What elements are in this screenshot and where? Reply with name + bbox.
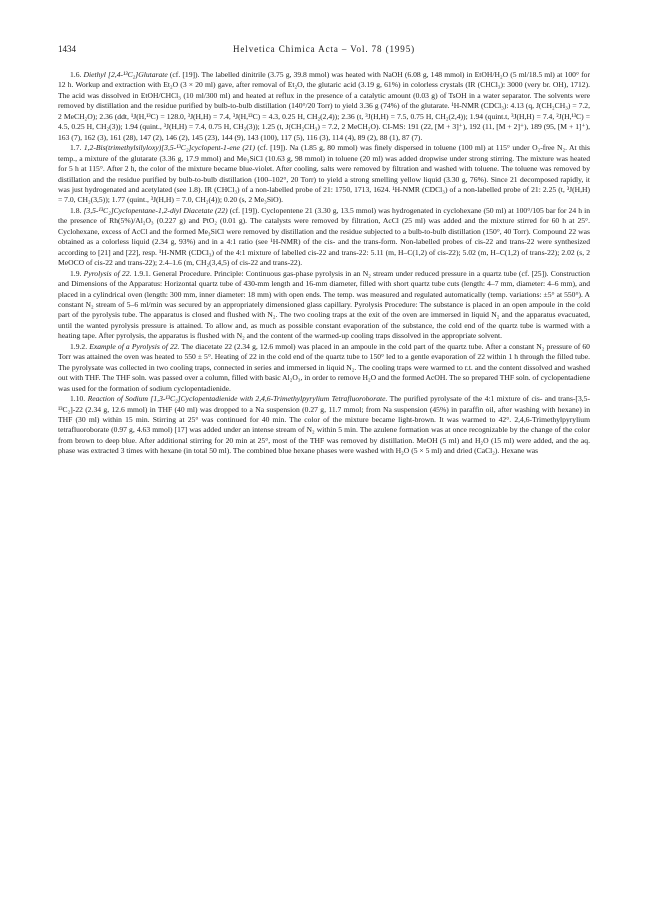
section-text: The purified pyrolysate of the 4:1 mixture of cis- and trans-[3,5-¹³C₂]-22 (2.34 g, 12.6 mmol) in THF (40 ml) was dropped to a Na suspension (0.27 g, 11.7 mmol; from Na suspension (45%) in paraffin oil, after washing with hexane) in THF (30 ml) within 15 min. Stirring at 25° was continued for 40 min. The color of the mixture became light-brown. It was warmed to 42°. 2,4,6-Trimethylpyrylium tetrafluoroborate (0.97 g, 4.63 mmol) [17] was added under an intense stream of N₂ within 5 min. The azulene formation was at once recognizable by the change of the color from brown to deep blue. After additional stirring for 20 min at 25°, most of the THF was removed by distillation. MeOH (5 ml) and H₂O (15 ml) were added, and the aq. phase was extracted 3 times with hexane (in total 50 ml). The combined blue hexane phases were washed with H₂O (5 × 5 ml) and dried (CaCl₂). Hexane was <box>58 394 590 456</box>
section-title: Diethyl [2,4-¹³C₂]Glutarate <box>83 70 168 79</box>
section-title: 1,2-Bis(trimethylsilyloxy)[3,5-¹³C₂]cyclopent-1-ene (21) <box>83 143 255 153</box>
paragraph-1-6 <box>58 70 590 143</box>
section-title: [3,5-¹³C₂]Cyclopentane-1,2-diyl Diacetate (22) <box>83 205 228 215</box>
running-header <box>58 44 590 58</box>
paragraph-1-9-2 <box>58 342 590 394</box>
paragraph-1-10 <box>58 394 590 457</box>
section-text: (cf. [19]). Na (1.85 g, 80 mmol) was finely dispersed in toluene (100 ml) at 115° under O₂-free N₂. At this temp., a mixture of the glutarate (3.36 g, 17.9 mmol) and Me₃SiCl (10.63 g, 98 mmol) in toluene (20 ml) was added dropwise under strong stirring. The mixture was heated for 5 h at 115°. After 2 h, the color of the mixture became blue-violet. After cooling, salts were removed by filtration and washed with toluene. The toluene was removed by distillation and the residue purified by bulb-to-bulb distillation (100–102°, 20 Torr) to yield a strong smelling yellow liquid (3.30 g, 76%). Since 21 decomposed rapidly, it was just hydrogenated and acetylated (see 1.8). IR (CHCl₃) of a non-labelled probe of 21: 1750, 1713, 1624. ¹H-NMR (CDCl₃) of a non-labelled probe of 21: 2.25 (t, ³J(H,H) = 7.0, CH₂(3,5)); 1.77 (quint., ³J(H,H) = 7.0, CH₂(4)); 0.20 (s, 2 Me₃SiO). <box>58 143 590 205</box>
section-text: (cf. [19]). The labelled dinitrile (3.75 g, 39.8 mmol) was heated with NaOH (6.08 g, 148 mmol) in EtOH/H₂O (5 ml/18.5 ml) at 100° for 12 h. Workup and extraction with Et₂O (3 × 20 ml) gave, after removal of Et₂O, the glutaric acid (3.19 g, 61%) in colorless crystals (IR (CHCl₃): 3000 (very br. OH), 1712). The acid was dissolved in EtOH/CHCl₃ (10 ml/300 ml) and heated at reflux in the presence of a catalytic amount (0.03 g) of TsOH in a water separator. The solvents were removed by distillation and the residue purified by bulb-to-bulb distillation (140°/20 Torr) to yield 3.36 g (74%) of the glutarate. ¹H-NMR (CDCl₃): 4.13 (q, J(CH₂CH₃) = 7.2, 2 MeCH₂O); 2.36 (ddt, ¹J(H,¹³C) = 128.0, ³J(H,H) = 7.4, ³J(H,¹³C) = 4.3, 0.25 H, CH₂(2,4)); 2.36 (t, ³J(H,H) = 7.5, 0.75 H, CH₂(2,4)); 1.94 (quint.t, ³J(H,H) = 7.4, ²J(H,¹³C) = 4.5, 0.25 H, CH₂(3)); 1.94 (quint., ³J(H,H) = 7.4, 0.75 H, CH₂(3)); 1.25 (t, J(CH₂CH₃) = 7.2, 2 MeCH₂O). CI-MS: 191 (22, [M + 3]⁺), 192 (11, [M + 2]⁺), 189 (95, [M + 1]⁺), 163 (7), 162 (3), 161 (28), 147 (2), 146 (2), 145 (23), 144 (9), 143 (100), 117 (5), 116 (3), 114 (4), 89 (2), 88 (1), 87 (7). <box>58 70 590 142</box>
section-text: The diacetate 22 (2.34 g, 12.6 mmol) was placed in an ampoule in the cold part of the quartz tube. After a constant N₂ pressure of 60 Torr was attained the oven was heated to 550 ± 5°. Heating of 22 in the cold end of the quartz tube to 150° led to a gentle evaporation of 22 within 1 h through the filled tube. The pyrolysate was collected in two cooling traps, connected in series and immersed in liquid N₂. The cooling traps were warmed to r.t. and the content dissolved and washed out with THF. The THF soln. was passed over a column, filled with basic Al₂O₃, in order to remove H₂O and the formed AcOH. The so prepared THF soln. of cyclopentadiene was used for the formation of sodium cyclopentadienide. <box>58 341 590 393</box>
section-title: Pyrolysis of 22. <box>83 268 132 278</box>
section-number: 1.7. <box>70 143 82 153</box>
article-body <box>58 70 590 457</box>
paragraph-1-9 <box>58 269 590 342</box>
section-title: Reaction of Sodium [1,3-¹³C₂]Cyclopentadienide with 2,4,6-Trimethylpyrylium Tetrafluoroborate. <box>87 394 388 404</box>
section-text: 1.9.1. General Procedure. Principle: Continuous gas-phase pyrolysis in an N₂ stream under reduced pressure in a quartz tube (cf. [25]). Construction and Dimensions of the Apparatus: Horizontal quartz tube of 430-mm length and 16-mm diameter, filled with short quartz tube cuts (length: 4–7 mm, diameter: 4–6 mm), and placed in a cylindrical oven (length: 300 mm, inner diameter: 18 mm) with open ends. The temp. was measured and regulated automatically (temp. variations: ±5° at 550°). A constant N₂ stream of 5–6 ml/min was secured by an appropriately dimensioned glass capillary. Pyrolysis Procedure: The substance is placed in an open ampoule in the cold part of the pyrolysis tube. The apparatus is closed and flushed with N₂. The two cooling traps at the exit of the oven are immersed in liquid N₂ and the apparatus evacuated, until the wanted pyrolysis pressure is attained. To allow and, as much as possible constant evaporation of the substance, the cold end of the quartz tube is warmed with a heating tape. After pyrolysis, the apparatus is flushed with N₂ and the content of the warmed-up cooling traps dissolved in the appropriate solvent. <box>58 268 590 341</box>
journal-title: Helvetica Chimica Acta – Vol. 78 (1995) <box>233 44 415 54</box>
section-title: Example of a Pyrolysis of 22. <box>89 341 180 351</box>
section-number: 1.9.2. <box>70 341 88 351</box>
section-text: (cf. [19]). Cyclopentene 21 (3.30 g, 13.5 mmol) was hydrogenated in cyclohexane (50 ml) at 100°/105 bar for 24 h in the presence of Rh(5%)/Al₂O₃ (0.227 g) and PtO₂ (0.01 g). The catalysts were removed by filtration, AcCl (25 ml) was added and the mixture stirred for 60 h at 25°. Cyclohexane, excess of AcCl and the formed Me₃SiCl were removed by distillation and the residue subjected to a bulb-to-bulb distillation (150°, 40 Torr). Compound 22 was obtained as a colorless liquid (2.34 g, 93%) and in a 4:1 ratio (see ¹H-NMR) of the cis- and the trans-form. Non-labelled probes of cis-22 and trans-22 were synthesized according to [21] and [22], resp. ¹H-NMR (CDCl₃) of the 4:1 mixture of labelled cis-22 and trans-22: 5.11 (m, H–C(1,2) of cis-22); 5.02 (m, H–C(1,2) of trans-22); 2.02 (s, 2 MeOCO of cis-22 and trans-22); 2.4–1.6 (m, CH₂(3,4,5) of cis-22 and trans-22). <box>58 205 590 268</box>
section-number: 1.8. <box>70 205 82 215</box>
section-number: 1.6. <box>70 70 82 79</box>
section-number: 1.9. <box>70 268 82 278</box>
section-number: 1.10. <box>70 394 86 404</box>
paragraph-1-8 <box>58 206 590 269</box>
page-number: 1434 <box>58 44 76 54</box>
paragraph-1-7 <box>58 143 590 206</box>
